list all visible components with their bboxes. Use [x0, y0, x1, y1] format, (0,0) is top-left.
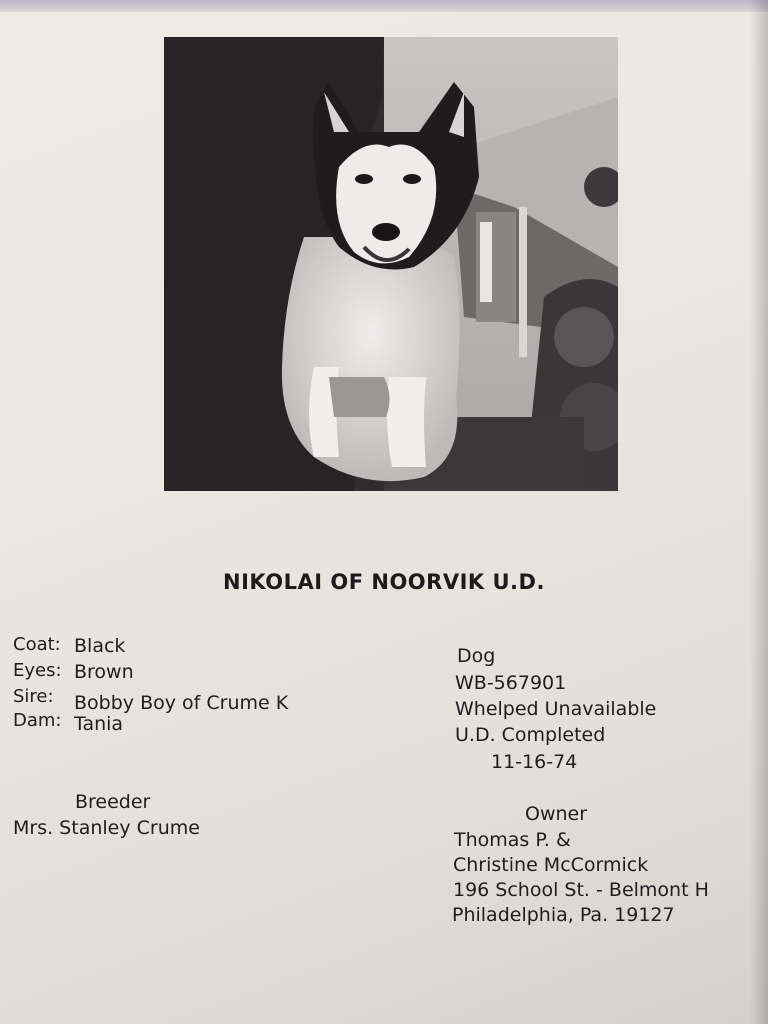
owner-heading: Owner [525, 803, 588, 825]
ud-status: U.D. Completed [455, 724, 606, 746]
page-top-edge [0, 0, 768, 12]
registration-number: WB-567901 [455, 672, 567, 694]
owner-line-4: Philadelphia, Pa. 19127 [452, 904, 675, 926]
coat-value: Black [74, 635, 126, 657]
dog-name-title: NIKOLAI OF NOORVIK U.D. [223, 570, 545, 594]
dam-label: Dam: [13, 710, 62, 731]
sex-value: Dog [457, 645, 496, 667]
dog-photo [164, 37, 618, 491]
sire-label: Sire: [13, 686, 54, 707]
sire-value: Bobby Boy of Crume K [74, 692, 289, 714]
ud-date: 11-16-74 [491, 751, 578, 773]
owner-line-1: Thomas P. & [454, 829, 571, 851]
breeder-name: Mrs. Stanley Crume [13, 817, 200, 839]
owner-line-2: Christine McCormick [453, 854, 649, 876]
husky-dog-image [164, 37, 618, 491]
eyes-label: Eyes: [13, 660, 62, 681]
owner-line-3: 196 School St. - Belmont H [453, 879, 709, 901]
whelped-status: Whelped Unavailable [455, 698, 657, 720]
page-edge-shadow [750, 0, 768, 1024]
coat-label: Coat: [13, 634, 61, 655]
dam-value: Tania [74, 713, 124, 735]
breeder-heading: Breeder [75, 791, 151, 813]
eyes-value: Brown [74, 661, 134, 683]
